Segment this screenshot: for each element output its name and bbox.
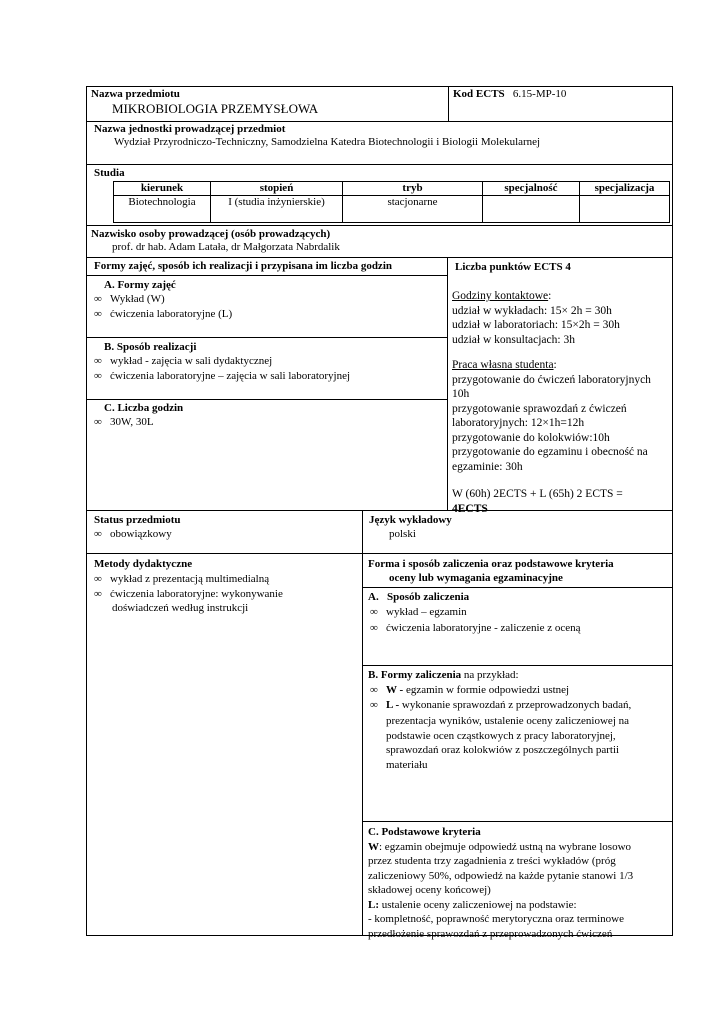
formy-a-title: A. Formy zajęć	[104, 279, 176, 291]
ects-summary: W (60h) 2ECTS + L (65h) 2 ECTS =	[452, 488, 623, 500]
divider	[362, 510, 363, 936]
text-line: - kompletność, poprawność merytoryczna oraz terminowe	[368, 913, 624, 925]
text-line: przedłożenie sprawozdań z przeprowadzonych ćwiczeń	[368, 927, 613, 940]
table-border-right	[672, 86, 673, 936]
text-line: podstawie ocen cząstkowych z pracy laboratoryjnej,	[386, 729, 616, 742]
forma-zal-c	[368, 825, 668, 941]
list-item-text: wykład – egzamin	[386, 606, 467, 618]
list-item-text: ćwiczenia laboratoryjne - zaliczenie z oceną	[386, 622, 581, 634]
table-border-top	[86, 86, 673, 87]
studia-value-row	[114, 196, 670, 223]
metody-label: Metody dydaktyczne	[94, 558, 193, 570]
section-title: Sposób zaliczenia	[386, 591, 470, 603]
list-item: ∞ W - egzamin w formie odpowiedzi ustnej	[370, 684, 570, 696]
wlasna-line: 10h	[452, 388, 470, 400]
list-item: ∞ wykład - zajęcia w sali dydaktycznej	[94, 355, 273, 367]
divider	[86, 257, 673, 258]
wlasna-line: egzaminie: 30h	[452, 460, 523, 473]
c-l-line	[368, 898, 668, 913]
list-item: ∞ ćwiczenia laboratoryjne: wykonywanie	[94, 588, 283, 600]
list-item: ∞ ćwiczenia laboratoryjne - zaliczenie z oceną	[370, 622, 581, 634]
ects-details	[452, 289, 668, 516]
divider	[86, 553, 673, 554]
studia-header: stopień	[211, 182, 343, 196]
studia-header-row	[114, 182, 670, 196]
list-item-text: wykład - zajęcia w sali dydaktycznej	[110, 355, 273, 367]
studia-cell	[580, 196, 670, 223]
divider	[86, 275, 448, 276]
formy-b-title: B. Sposób realizacji	[104, 341, 197, 353]
wlasna-title-text: Praca własna studenta	[452, 359, 554, 371]
studia-header: specjalność	[483, 182, 580, 196]
jezyk-label: Język wykładowy	[369, 514, 452, 526]
wlasna-line: przygotowanie sprawozdań z ćwiczeń	[452, 402, 627, 415]
list-item: ∞ wykład z prezentacją multimedialną	[94, 573, 270, 585]
formy-header: Formy zajęć, sposób ich realizacji i przypisana im liczba godzin	[94, 260, 392, 272]
studia-cell: I (studia inżynierskie)	[211, 196, 343, 223]
divider	[86, 121, 673, 122]
kontakt-line: udział w laboratoriach: 15×2h = 30h	[452, 319, 620, 331]
studia-cell: stacjonarne	[343, 196, 483, 223]
list-item: ∞ Wykład (W)	[94, 293, 165, 305]
metody-continuation: doświadczeń według instrukcji	[112, 602, 249, 614]
forma-zal-a-title	[368, 591, 469, 604]
studia-header: kierunek	[114, 182, 211, 196]
list-item: ∞ L - wykonanie sprawozdań z przeprowadzonych badań,	[370, 699, 632, 711]
studia-label: Studia	[94, 167, 125, 179]
ects-total: 4ECTS	[452, 502, 488, 515]
item-key: L -	[386, 699, 402, 711]
forma-zal-title-2: oceny lub wymagania egzaminacyjne	[389, 572, 563, 584]
nazwa-value: MIKROBIOLOGIA PRZEMYSŁOWA	[112, 101, 319, 116]
studia-cell: Biotechnologia	[114, 196, 211, 223]
text-line: ustalenie oceny zaliczeniowej na podstawie:	[379, 898, 577, 911]
section-suffix: na przykład:	[461, 669, 519, 681]
jednostka-label: Nazwa jednostki prowadzącej przedmiot	[94, 123, 286, 135]
kontakt-line: udział w wykładach: 15× 2h = 30h	[452, 304, 612, 317]
list-item: ∞ wykład – egzamin	[370, 606, 467, 618]
forma-zal-b-continuation	[386, 714, 629, 772]
status-value: obowiązkowy	[110, 528, 172, 540]
list-item: ∞ ćwiczenia laboratoryjne – zajęcia w sali laboratoryjnej	[94, 370, 351, 382]
forma-zal-title: Forma i sposób zaliczenia oraz podstawowe kryteria	[368, 558, 614, 570]
studia-table	[113, 181, 670, 223]
ects-title: Liczba punktów ECTS 4	[455, 261, 571, 273]
kod-label: Kod ECTS	[453, 88, 505, 100]
section-title: B. Formy zaliczenia	[368, 669, 462, 681]
status-label: Status przedmiotu	[94, 514, 181, 526]
divider	[448, 86, 449, 122]
divider	[86, 399, 448, 400]
list-item-text: wykonanie sprawozdań z przeprowadzonych badań,	[401, 699, 632, 711]
prowadzacy-value: prof. dr hab. Adam Latała, dr Małgorzata Nabrdalik	[112, 241, 340, 253]
kontakt-title-text: Godziny kontaktowe	[452, 290, 549, 302]
divider	[86, 225, 673, 226]
text-line: zaliczeniowy 50%, odpowiedź na każde pytanie stanowi 1/3	[368, 869, 634, 882]
formy-c-title: C. Liczba godzin	[104, 402, 184, 414]
list-item-text: ćwiczenia laboratoryjne – zajęcia w sali laboratoryjnej	[110, 370, 351, 382]
kontakt-title: Godziny kontaktowe:	[452, 290, 552, 302]
list-item-text: 30W, 30L	[110, 416, 154, 428]
wlasna-title: Praca własna studenta:	[452, 359, 557, 371]
text-line: sprawozdań oraz kolokwiów z poszczególnych partii	[386, 744, 620, 756]
studia-header: specjalizacja	[580, 182, 670, 196]
list-item: ∞ obowiązkowy	[94, 528, 172, 540]
studia-cell	[483, 196, 580, 223]
list-item: ∞ ćwiczenia laboratoryjne (L)	[94, 308, 233, 320]
kontakt-line: udział w konsultacjach: 3h	[452, 333, 575, 346]
wlasna-line: laboratoryjnych: 12×1h=12h	[452, 417, 585, 429]
prowadzacy-label: Nazwisko osoby prowadzącej (osób prowadzących)	[91, 228, 331, 240]
table-border-left	[86, 86, 87, 936]
nazwa-label: Nazwa przedmiotu	[91, 88, 180, 100]
divider	[362, 587, 673, 588]
wlasna-line: przygotowanie do egzaminu i obecność na	[452, 446, 648, 458]
list-item-text: egzamin w formie odpowiedzi ustnej	[405, 684, 570, 696]
text-line: składowej oceny końcowej)	[368, 884, 491, 896]
divider	[86, 337, 448, 338]
section-prefix: A.	[368, 591, 379, 603]
list-item: ∞ 30W, 30L	[94, 416, 154, 428]
list-item-text: ćwiczenia laboratoryjne: wykonywanie	[110, 588, 283, 600]
item-key: W	[368, 840, 379, 853]
text-line: : egzamin obejmuje odpowiedź ustną na wybrane losowo	[379, 840, 632, 853]
c-w-line	[368, 840, 668, 855]
divider	[362, 665, 673, 666]
kod-ects	[453, 88, 566, 101]
text-line: przez studenta trzy zagadnienia z treści wykładów (próg	[368, 855, 616, 867]
divider	[86, 164, 673, 165]
divider	[447, 257, 448, 510]
section-title: C. Podstawowe kryteria	[368, 826, 481, 838]
list-item-text: wykład z prezentacją multimedialną	[110, 573, 270, 585]
list-item-text: ćwiczenia laboratoryjne (L)	[110, 308, 233, 320]
item-key: W -	[386, 684, 406, 696]
studia-header: tryb	[343, 182, 483, 196]
divider	[362, 821, 673, 822]
wlasna-line: przygotowanie do ćwiczeń laboratoryjnych	[452, 373, 651, 386]
text-line: materiału	[386, 758, 428, 771]
item-key: L:	[368, 898, 379, 911]
wlasna-line: przygotowanie do kolokwiów:10h	[452, 431, 610, 444]
list-item-text: Wykład (W)	[110, 293, 165, 305]
jednostka-value: Wydział Przyrodniczo-Techniczny, Samodzielna Katedra Biotechnologii i Biologii Molekularnej	[114, 136, 541, 148]
jezyk-value: polski	[389, 528, 416, 540]
forma-zal-b-title	[368, 669, 519, 682]
text-line: prezentacja wyników, ustalenie oceny zaliczeniowej na	[386, 715, 630, 727]
kod-value: 6.15-MP-10	[512, 88, 567, 100]
